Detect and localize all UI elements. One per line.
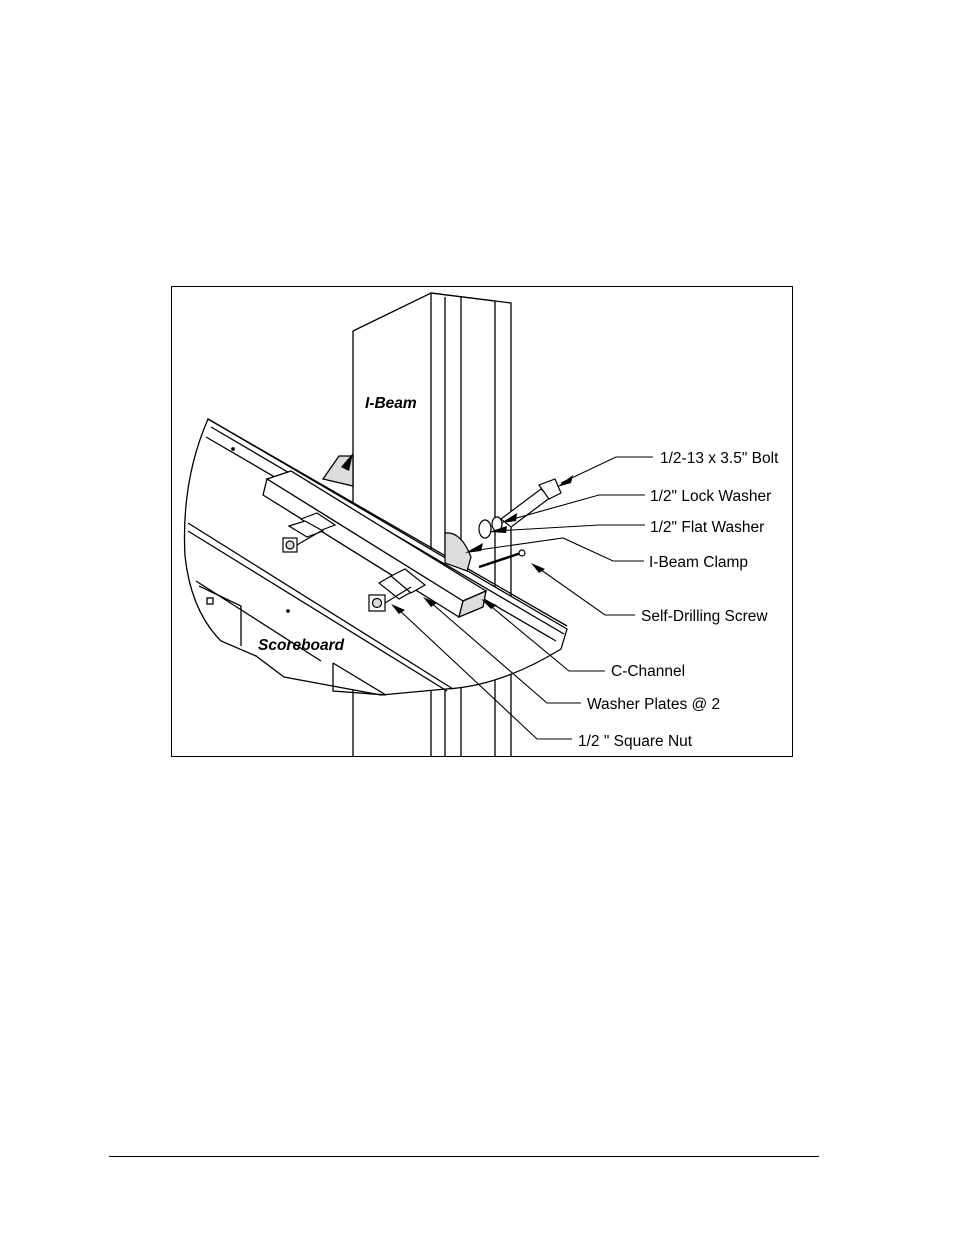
mounting-diagram (172, 287, 793, 757)
bolt-callout: 1/2-13 x 3.5" Bolt (660, 450, 779, 467)
figure-frame (171, 286, 793, 757)
scoreboard-label: Scoreboard (258, 637, 345, 654)
ibeam-clamp-callout: I-Beam Clamp (649, 554, 749, 571)
c-channel-callout: C-Channel (611, 663, 686, 680)
self-drilling-screw-callout: Self-Drilling Screw (641, 608, 768, 625)
footer-rule (109, 1156, 819, 1157)
ibeam-label: I-Beam (365, 395, 417, 412)
flat-washer-callout: 1/2" Flat Washer (650, 519, 765, 536)
square-nut-callout: 1/2 " Square Nut (578, 733, 693, 750)
washer-plates-callout: Washer Plates @ 2 (587, 696, 721, 713)
lock-washer-callout: 1/2" Lock Washer (650, 488, 772, 505)
